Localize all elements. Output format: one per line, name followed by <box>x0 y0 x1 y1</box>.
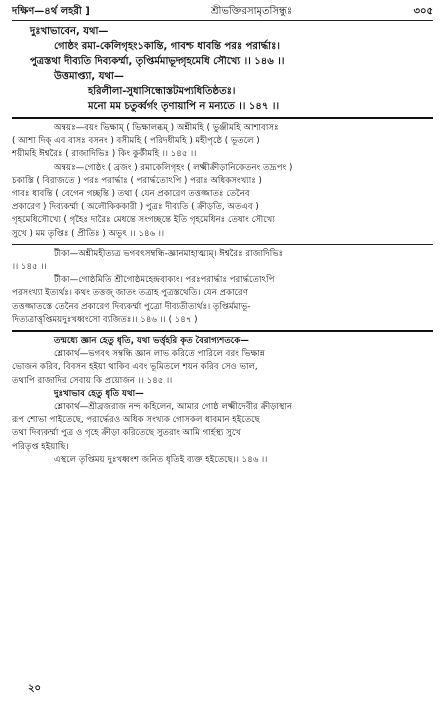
bengali-146 <box>12 388 433 467</box>
verse-line: উত্তমাপ্ত্যা, যথা— <box>54 71 124 82</box>
text-line: ।। ১৪৫ ।। <box>12 262 47 273</box>
text-line: তথাপি রাজাদির সেবায় কি প্রয়োজন ।। ১৪৫ ।। <box>12 375 173 386</box>
bengali-145 <box>12 335 433 388</box>
text-line: দুঃখাভাব হেতু ধৃতি যথা— <box>54 388 144 399</box>
verse-line: গোষ্ঠং রমা-কেলিগৃহং১কান্তি, গাবশ্চ ধাবন্তি পরঃ পরার্দ্ধাঃ। <box>54 41 280 52</box>
text-line: প্রকারেণ ) দিব্যকর্ম্মা ( অলৌকিককারী ) পুত্রঃ দীব্যতি ( ক্রীড়তি, অতএব ) <box>12 202 259 213</box>
verse-line: পুত্রস্তথা দীব্যতি দিব্যকর্ম্মা, তৃপ্তির্মমাভূদ্গৃহমেধি সৌখ্যে ।। ১৪৬ ।। <box>30 56 285 67</box>
header-title: শ্রীভক্তিরসামৃতসিন্ধুঃ <box>211 6 293 17</box>
text-line: পরসংখ্যা ইত্যর্থঃ। কথং তত্তজ্ জাতং তত্রাহ পুত্রস্তথেতি। যেন প্রকারেণ <box>12 288 248 299</box>
text-line: টীকা—গোষ্ঠমিতি শ্রীগোষ্ঠমহেন্দ্রবাক্যং। পরঃপরার্দ্ধাঃ পরার্দ্ধতোঽপি <box>54 275 275 286</box>
text-line: শ্লোকার্থ—শ্রীব্রজরাজ নন্দ কহিলেন, আমার গোষ্ঠ লক্ষ্মীদেবীর ক্রীড়াস্থান <box>54 402 293 413</box>
sanskrit-verse <box>12 24 433 114</box>
text-line: তন্মধ্যে জ্ঞান হেতু ধৃতি, যথা ভর্ত্তৃহরি কৃত বৈরাগ্যশতকে— <box>54 336 249 347</box>
folio-number: ২০ <box>28 683 42 694</box>
header-section: দক্ষিণ—৪র্থ লহরী ] <box>12 6 90 17</box>
text-line: শ্লোকার্থ—ভগবৎ সম্বন্ধি জ্ঞান লাভ করিতে পারিলে বরং ভিক্ষান্ন <box>54 349 265 360</box>
verse-line: হরিলীলা-সুধাসিন্ধোস্তটমপ্যধিতিষ্ঠতঃ। <box>88 86 236 97</box>
text-line: সুখে ) মম তৃপ্তিঃ ( প্রীতিঃ ) অভূৎ ।। ১৪৬ ।। <box>12 228 165 239</box>
tika-145 <box>12 248 433 274</box>
verse-line: মনো মম চতুর্ব্বর্গং তৃণায়াপি ন মন্যতে ।। ১৪৭ ।। <box>88 101 280 112</box>
anvaya-145 <box>12 122 433 162</box>
text-line: শয়ীমহি ঈশ্বরৈঃ ( রাজাদিভিঃ ) কিং কুর্কীমহি ।। ১৪৫ ।। <box>12 149 197 160</box>
anvaya-146 <box>12 162 433 241</box>
text-line: এস্থলে তৃপ্তিময় দুঃখধ্বংশ জনিত ধৃতিই ব্যক্ত হইতেছে।। ১৪৬ ।। <box>54 454 268 465</box>
text-line: তথা দিব্যকর্ম্মা পুত্র ও গৃহে ক্রীড়া করিতেছে সুতরাং আমি গার্হস্থ্য সুখে <box>12 428 241 439</box>
text-line: দিত্যত্রাত্তৃপ্তিময়দুঃখধ্বংসো ব্যজিতঃ।। ১৪৬ ।। ( ১৪৭ ) <box>12 314 198 325</box>
text-line: গৃহমেধিসৌখ্যে ( গৃহৈঃ দারৈঃ মেধন্তে সংগচ্ছন্তে ইতি গৃহমেধিনঃ তেষাং সৌখ্যে <box>12 215 275 226</box>
section-divider <box>12 244 433 245</box>
text-line: অন্বয়ঃ—বয়ং ভিক্ষাম্ ( ভিক্ষালব্ধম্ ) অশ্নীমহি ( ভুঞ্জীমহি আশাবাসঃ <box>54 123 279 133</box>
text-line: রূপ শোভা পাইতেছে, পরার্দ্ধেরও অধিক সংখ্যক গোসকল ধাবমান হইতেছে <box>12 415 260 426</box>
running-header <box>12 4 433 21</box>
tika-146 <box>12 274 433 327</box>
text-line: তত্তজ্জাতস্তে তেনৈব প্রকারেণ দিব্যকর্ম্মা পুত্রো দীব্যতীত্যর্থঃ। তৃপ্তির্মমাভূ- <box>12 301 251 312</box>
section-divider <box>12 117 433 119</box>
section-divider <box>12 330 433 332</box>
text-line: পরিতৃপ্ত হইয়াছি। <box>12 441 69 452</box>
text-line: ভোজন করিব, বিবসন হইয়া থাকিব এবং ভূমিতলে শয়ন করিব সেও ভাল, <box>12 362 258 373</box>
text-line: টীকা—অশ্নীমহীত্যত্র ভগবৎসম্বন্ধি-জ্ঞানমাহাত্ম্যম্। ঈশ্বরৈঃ রাজাদিভিঃ <box>54 248 284 259</box>
text-line: অন্বয়ঃ—গোষ্ঠং ( ব্রজং ) রমাকেলিগৃহং ( লক্ষ্মীক্রীড়ানিকেতনং তদ্রূপং ) <box>54 162 293 173</box>
text-line: চকাস্তি ( বিরাজতে ) পরঃ পরার্দ্ধাঃ ( পরার্দ্ধতোঽপি ) পরাঃ অধিকসংখ্যাঃ ) <box>12 175 262 186</box>
text-line: ( আশা দিক্ এব বাসঃ বসনং ) বসীমহি ( পরিদধীমহি ) মহীপৃষ্ঠে ( ভূতলে ) <box>12 136 260 147</box>
verse-line: দুঃখাভাবেন, যথা— <box>30 26 109 37</box>
page-number: ৩০৫ <box>413 6 433 17</box>
text-line: গাবঃ ধাবন্তি ( বেগেন গচ্ছন্তি ) তথা ( যেন প্রকারেণ তত্তজ্জাতঃ তেনৈব <box>12 189 250 200</box>
